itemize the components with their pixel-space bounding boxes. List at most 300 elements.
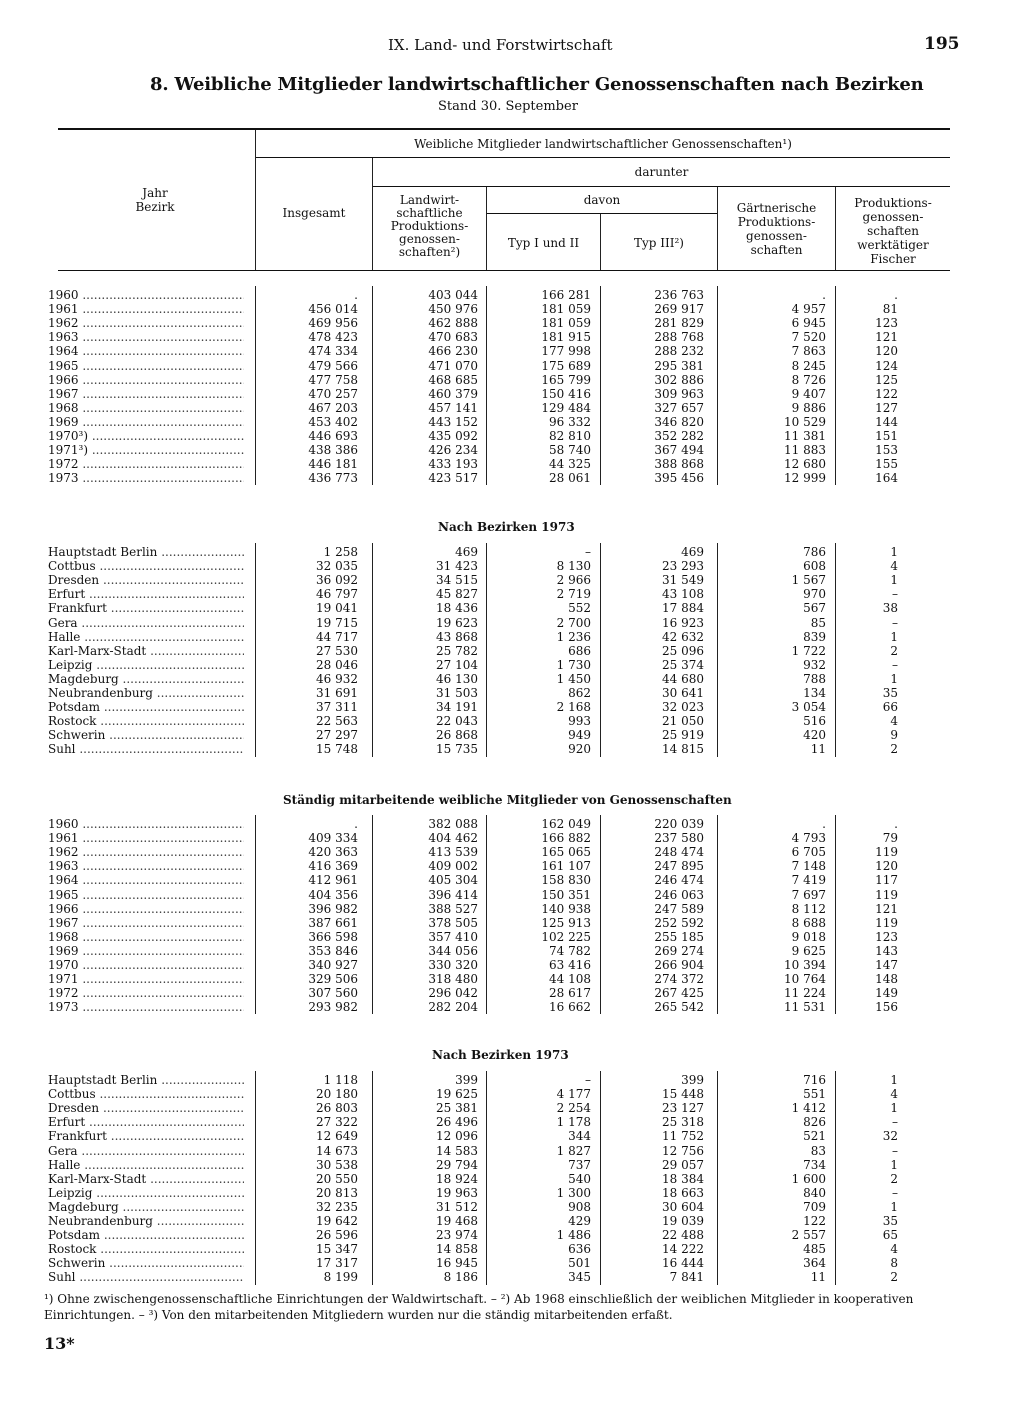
table-cell: 32 023 — [662, 700, 704, 715]
table-cell: 129 484 — [541, 400, 591, 415]
table-cell: 346 820 — [654, 414, 704, 429]
table-cell: 175 689 — [541, 358, 591, 373]
table-cell: 27 297 — [316, 728, 358, 743]
table-cell: 1 — [890, 545, 898, 559]
table-cell: 636 — [568, 1242, 591, 1257]
header-lpg: Landwirt- schaftliche Produktions- genossen- schaften²) — [390, 193, 469, 259]
table-cell: 446 693 — [308, 429, 358, 443]
table-cell: 366 598 — [308, 929, 358, 944]
table-cell: 44 325 — [549, 457, 591, 472]
row-label: 1962 ..... — [48, 316, 244, 330]
table-cell: 15 448 — [662, 1087, 704, 1102]
table-cell: 1 178 — [556, 1115, 591, 1130]
table-cell: 17 317 — [316, 1256, 358, 1271]
table-cell: 166 882 — [541, 831, 591, 846]
table-cell: 25 318 — [662, 1115, 704, 1130]
table-cell: 117 — [875, 873, 898, 888]
header-bottom-rule — [58, 270, 950, 271]
row-label: 1973 ..... — [48, 1000, 244, 1014]
header-stub: Jahr Bezirk — [135, 186, 175, 214]
table-cell: 1 722 — [791, 643, 826, 658]
table-cell: 19 963 — [436, 1185, 478, 1200]
table-cell: 7 697 — [791, 887, 826, 902]
table-cell: 404 356 — [308, 887, 358, 902]
table-row — [44, 1087, 924, 1101]
table-cell: 25 096 — [662, 643, 704, 658]
table-cell: 134 — [803, 686, 826, 700]
table-cell: 412 961 — [308, 873, 358, 888]
table-cell: 23 127 — [662, 1101, 704, 1116]
table-cell: 993 — [568, 714, 591, 729]
table-row — [44, 1270, 924, 1284]
table-cell: 435 092 — [428, 429, 478, 443]
table-cell: 12 649 — [316, 1129, 358, 1144]
table-cell: 388 868 — [654, 457, 704, 472]
group-rule — [256, 157, 950, 158]
table-cell: 20 550 — [316, 1171, 358, 1186]
row-label: Rostock ..... — [48, 1242, 244, 1256]
table-row — [44, 457, 924, 471]
table-cell: – — [892, 587, 898, 602]
table-cell: 403 044 — [428, 288, 478, 302]
table-cell: 456 014 — [308, 302, 358, 317]
table-cell: 122 — [803, 1214, 826, 1228]
table-cell: 85 — [810, 615, 826, 630]
table-cell: 1 450 — [556, 671, 591, 686]
table-row — [44, 986, 924, 1000]
table-cell: 8 186 — [443, 1270, 478, 1285]
top-rule — [58, 128, 950, 130]
table-cell: 16 923 — [662, 615, 704, 630]
row-label: 1965 ..... — [48, 888, 244, 902]
table-cell: 470 257 — [308, 386, 358, 401]
table-cell: 96 332 — [549, 414, 591, 429]
table-cell: 716 — [803, 1073, 826, 1087]
table-row — [44, 344, 924, 358]
table-cell: 22 043 — [436, 714, 478, 729]
table-cell: 162 049 — [541, 817, 591, 831]
table-row — [44, 1214, 924, 1228]
table-cell: 2 719 — [556, 587, 591, 602]
table-row — [44, 302, 924, 316]
table-cell: 28 617 — [549, 986, 591, 1001]
table-cell: 31 503 — [436, 686, 478, 700]
table-cell: 31 512 — [436, 1199, 478, 1214]
table-cell: 25 919 — [662, 728, 704, 743]
header-gpg: Gärtnerische Produktions- genossen- schaften — [736, 201, 817, 257]
row-label: Halle ..... — [48, 630, 244, 644]
table-cell: 15 735 — [436, 742, 478, 757]
table-cell: 318 480 — [428, 972, 478, 987]
table-row — [44, 443, 924, 457]
table-cell: 477 758 — [308, 372, 358, 387]
table-cell: 32 — [882, 1129, 898, 1144]
table-cell: 10 529 — [784, 414, 826, 429]
table-cell: 2 700 — [556, 615, 591, 630]
row-label: 1964 ..... — [48, 344, 244, 358]
table-cell: 11 883 — [784, 443, 826, 458]
table-cell: 1 567 — [791, 573, 826, 588]
table-cell: 269 274 — [654, 943, 704, 958]
table-cell: 14 673 — [316, 1143, 358, 1158]
table-cell: 709 — [803, 1199, 826, 1214]
table-cell: 405 304 — [428, 873, 478, 888]
table-cell: 1 412 — [791, 1101, 826, 1116]
table-cell: 395 456 — [654, 471, 704, 486]
table-cell: 81 — [882, 302, 898, 317]
table-cell: 282 204 — [428, 1000, 478, 1015]
table-cell: 932 — [803, 657, 826, 672]
table-title: 8. Weibliche Mitglieder landwirtschaftlicher Genossenschaften nach Bezirken — [150, 74, 924, 95]
table-cell: 469 — [681, 545, 704, 559]
table-cell: 31 423 — [436, 559, 478, 574]
table-cell: 220 039 — [654, 817, 704, 831]
table-cell: 19 642 — [316, 1214, 358, 1228]
table-cell: 327 657 — [654, 400, 704, 415]
table-cell: . — [894, 288, 898, 302]
table-cell: 63 416 — [549, 958, 591, 972]
table-cell: 19 039 — [662, 1214, 704, 1228]
table-cell: 970 — [803, 587, 826, 602]
table-cell: 14 222 — [662, 1242, 704, 1257]
table-cell: 11 224 — [784, 986, 826, 1001]
table-cell: 30 604 — [662, 1199, 704, 1214]
table-cell: 35 — [882, 1214, 898, 1228]
table-cell: 274 372 — [654, 972, 704, 987]
table-cell: 161 107 — [541, 859, 591, 874]
row-label: Cottbus ..... — [48, 1087, 244, 1101]
row-label: 1972 ..... — [48, 986, 244, 1000]
table-cell: – — [892, 1143, 898, 1158]
table-cell: 2 254 — [556, 1101, 591, 1116]
table-cell: 567 — [803, 601, 826, 616]
row-label: Rostock ..... — [48, 714, 244, 728]
table-cell: 19 623 — [436, 615, 478, 630]
table-cell: 11 — [810, 1270, 826, 1285]
table-cell: 16 945 — [436, 1256, 478, 1271]
table-cell: 17 884 — [662, 601, 704, 616]
table-cell: 7 148 — [791, 859, 826, 874]
row-label: 1961 ..... — [48, 831, 244, 845]
row-label: Neubrandenburg ..... — [48, 1214, 244, 1228]
table-cell: 31 691 — [316, 686, 358, 700]
table-cell: 120 — [875, 344, 898, 359]
table-cell: 345 — [568, 1270, 591, 1285]
table-row — [44, 387, 924, 401]
row-label: Suhl ..... — [48, 1270, 244, 1284]
table-cell: 122 — [875, 386, 898, 401]
table-cell: – — [892, 615, 898, 630]
table-cell: 608 — [803, 559, 826, 574]
table-cell: 9 625 — [791, 943, 826, 958]
table-cell: 14 858 — [436, 1242, 478, 1257]
table-row — [44, 972, 924, 986]
table-cell: – — [892, 657, 898, 672]
table-row — [44, 1228, 924, 1242]
table-cell: 29 794 — [436, 1157, 478, 1172]
table-cell: 467 203 — [308, 400, 358, 415]
chapter-heading: IX. Land- und Forstwirtschaft — [388, 36, 613, 54]
table-row — [44, 316, 924, 330]
table-cell: . — [822, 288, 826, 302]
table-cell: 22 563 — [316, 714, 358, 729]
table-row — [44, 658, 924, 672]
table-cell: 255 185 — [654, 929, 704, 944]
table-cell: 21 050 — [662, 714, 704, 729]
row-label: Neubrandenburg ..... — [48, 686, 244, 700]
table-cell: 125 913 — [541, 915, 591, 930]
table-cell: 12 680 — [784, 457, 826, 472]
table-row — [44, 587, 924, 601]
table-cell: 1 486 — [556, 1228, 591, 1243]
table-cell: 516 — [803, 714, 826, 729]
table-row — [44, 1172, 924, 1186]
table-row — [44, 672, 924, 686]
table-cell: 352 282 — [654, 429, 704, 443]
row-label: Leipzig ..... — [48, 1186, 244, 1200]
table-cell: 26 868 — [436, 728, 478, 743]
table-cell: 2 557 — [791, 1228, 826, 1243]
table-cell: 9 — [890, 728, 898, 743]
row-label: Suhl ..... — [48, 742, 244, 756]
table-cell: 26 803 — [316, 1101, 358, 1116]
table-cell: 908 — [568, 1199, 591, 1214]
table-cell: 462 888 — [428, 316, 478, 331]
table-cell: 119 — [875, 845, 898, 860]
table-cell: 413 539 — [428, 845, 478, 860]
table-row — [44, 742, 924, 756]
table-row — [44, 644, 924, 658]
table-cell: 45 827 — [436, 587, 478, 602]
table-cell: 120 — [875, 859, 898, 874]
table-cell: 4 177 — [556, 1087, 591, 1102]
row-label: 1970 ..... — [48, 958, 244, 972]
table-cell: 18 663 — [662, 1185, 704, 1200]
table-row — [44, 1101, 924, 1115]
table-cell: 466 230 — [428, 344, 478, 359]
table-cell: 551 — [803, 1087, 826, 1102]
table-cell: 8 112 — [791, 901, 826, 916]
row-label: 1960 ..... — [48, 817, 244, 831]
row-label: 1963 ..... — [48, 330, 244, 344]
table-cell: 2 168 — [556, 700, 591, 715]
table-cell: 1 — [890, 1157, 898, 1172]
table-cell: 119 — [875, 915, 898, 930]
davon-rule — [487, 213, 717, 214]
table-cell: 839 — [803, 629, 826, 644]
table-row — [44, 817, 924, 831]
row-label: Halle ..... — [48, 1158, 244, 1172]
table-cell: 25 782 — [436, 643, 478, 658]
table-row — [44, 359, 924, 373]
row-label: Dresden ..... — [48, 573, 244, 587]
table-cell: 29 057 — [662, 1157, 704, 1172]
table-cell: 329 506 — [308, 972, 358, 987]
table-cell: 344 — [568, 1129, 591, 1144]
table-cell: 237 580 — [654, 831, 704, 846]
table-cell: 2 — [890, 1270, 898, 1285]
table-cell: 1 827 — [556, 1143, 591, 1158]
table-cell: 396 414 — [428, 887, 478, 902]
table-cell: 450 976 — [428, 302, 478, 317]
table-cell: 4 793 — [791, 831, 826, 846]
table-cell: 826 — [803, 1115, 826, 1130]
table-cell: 307 560 — [308, 986, 358, 1001]
table-row — [44, 888, 924, 902]
table-row — [44, 559, 924, 573]
table-cell: 4 957 — [791, 302, 826, 317]
row-label: Erfurt ..... — [48, 1115, 244, 1129]
table-cell: 474 334 — [308, 344, 358, 359]
table-cell: 20 813 — [316, 1185, 358, 1200]
table-row — [44, 714, 924, 728]
row-label: Leipzig ..... — [48, 658, 244, 672]
table-cell: 11 381 — [784, 429, 826, 443]
table-subtitle: Stand 30. September — [438, 99, 578, 114]
table-cell: 10 764 — [784, 972, 826, 987]
table-row — [44, 1200, 924, 1214]
row-label: 1969 ..... — [48, 944, 244, 958]
table-cell: 1 236 — [556, 629, 591, 644]
row-label: Hauptstadt Berlin ..... — [48, 1073, 244, 1087]
table-cell: 25 374 — [662, 657, 704, 672]
table-cell: 124 — [875, 358, 898, 373]
table-cell: 8 688 — [791, 915, 826, 930]
table-row — [44, 728, 924, 742]
table-cell: 404 462 — [428, 831, 478, 846]
table-cell: 478 423 — [308, 330, 358, 345]
row-label: Potsdam ..... — [48, 1228, 244, 1242]
table-cell: 11 752 — [662, 1129, 704, 1144]
table-cell: 143 — [875, 943, 898, 958]
table-cell: 66 — [882, 700, 898, 715]
table-cell: 30 641 — [662, 686, 704, 700]
table-cell: 12 096 — [436, 1129, 478, 1144]
table-cell: 247 589 — [654, 901, 704, 916]
table-row — [44, 1256, 924, 1270]
table-cell: 1 730 — [556, 657, 591, 672]
table-cell: 16 662 — [549, 1000, 591, 1015]
table-cell: 8 726 — [791, 372, 826, 387]
table-cell: 862 — [568, 686, 591, 700]
table-cell: 6 705 — [791, 845, 826, 860]
table-cell: 65 — [882, 1228, 898, 1243]
table-cell: 420 — [803, 728, 826, 743]
table-cell: 949 — [568, 728, 591, 743]
row-label: 1968 ..... — [48, 401, 244, 415]
table-cell: 457 141 — [428, 400, 478, 415]
table-cell: 22 488 — [662, 1228, 704, 1243]
table-cell: 7 841 — [669, 1270, 704, 1285]
table-cell: 44 108 — [549, 972, 591, 987]
table-cell: 23 293 — [662, 559, 704, 574]
table-cell: 4 — [890, 714, 898, 729]
table-cell: 9 886 — [791, 400, 826, 415]
row-label: Hauptstadt Berlin ..... — [48, 545, 244, 559]
table-cell: 433 193 — [428, 457, 478, 472]
table-cell: 121 — [875, 330, 898, 345]
table-cell: 28 061 — [549, 471, 591, 486]
table-cell: 148 — [875, 972, 898, 987]
table-cell: 409 002 — [428, 859, 478, 874]
table-cell: 1 600 — [791, 1171, 826, 1186]
row-label: Karl-Marx-Stadt ..... — [48, 1172, 244, 1186]
table-cell: 1 — [890, 573, 898, 588]
table-cell: 471 070 — [428, 358, 478, 373]
table-cell: 82 810 — [549, 429, 591, 443]
table-cell: 28 046 — [316, 657, 358, 672]
row-label: Frankfurt ..... — [48, 1129, 244, 1143]
table-cell: 102 225 — [541, 929, 591, 944]
row-label: 1961 ..... — [48, 302, 244, 316]
row-label: 1965 ..... — [48, 359, 244, 373]
table-cell: 147 — [875, 958, 898, 972]
row-label: 1966 ..... — [48, 902, 244, 916]
table-cell: 4 — [890, 559, 898, 574]
table-cell: . — [894, 817, 898, 831]
table-row — [44, 873, 924, 887]
table-cell: – — [892, 1185, 898, 1200]
table-row — [44, 902, 924, 916]
table-cell: 165 065 — [541, 845, 591, 860]
table-cell: 127 — [875, 400, 898, 415]
table-cell: . — [354, 817, 358, 831]
header-pgf: Produktions- genossen- schaften werktätiger Fischer — [854, 196, 932, 266]
table-cell: 4 — [890, 1242, 898, 1257]
table-cell: 296 042 — [428, 986, 478, 1001]
table-cell: 150 351 — [541, 887, 591, 902]
table-cell: 453 402 — [308, 414, 358, 429]
row-label: 1960 ..... — [48, 288, 244, 302]
table-cell: 20 180 — [316, 1087, 358, 1102]
table-cell: 35 — [882, 686, 898, 700]
table-cell: 353 846 — [308, 943, 358, 958]
row-label: Potsdam ..... — [48, 700, 244, 714]
table-row — [44, 700, 924, 714]
table-cell: 302 886 — [654, 372, 704, 387]
table-cell: 34 515 — [436, 573, 478, 588]
table-cell: 164 — [875, 471, 898, 486]
section-heading: Ständig mitarbeitende weibliche Mitglieder von Genossenschaften — [283, 793, 732, 807]
table-cell: 267 425 — [654, 986, 704, 1001]
table-cell: 840 — [803, 1185, 826, 1200]
table-cell: . — [354, 288, 358, 302]
table-cell: 2 — [890, 1171, 898, 1186]
row-label: Dresden ..... — [48, 1101, 244, 1115]
table-cell: 8 245 — [791, 358, 826, 373]
row-label: 1972 ..... — [48, 457, 244, 471]
table-row — [44, 916, 924, 930]
table-cell: 2 966 — [556, 573, 591, 588]
table-cell: 149 — [875, 986, 898, 1001]
table-cell: 38 — [882, 601, 898, 616]
table-cell: 181 059 — [541, 316, 591, 331]
section-heading: Nach Bezirken 1973 — [432, 1048, 569, 1062]
table-cell: 19 041 — [316, 601, 358, 616]
table-cell: 485 — [803, 1242, 826, 1257]
table-cell: 165 799 — [541, 372, 591, 387]
table-cell: 119 — [875, 887, 898, 902]
table-cell: 12 756 — [662, 1143, 704, 1158]
row-label: 1966 ..... — [48, 373, 244, 387]
table-cell: 153 — [875, 443, 898, 458]
table-cell: 521 — [803, 1129, 826, 1144]
table-cell: 469 — [455, 545, 478, 559]
header-typ3: Typ III²) — [634, 236, 684, 250]
table-cell: 269 917 — [654, 302, 704, 317]
table-cell: 32 035 — [316, 559, 358, 574]
row-label: Schwerin ..... — [48, 728, 244, 742]
